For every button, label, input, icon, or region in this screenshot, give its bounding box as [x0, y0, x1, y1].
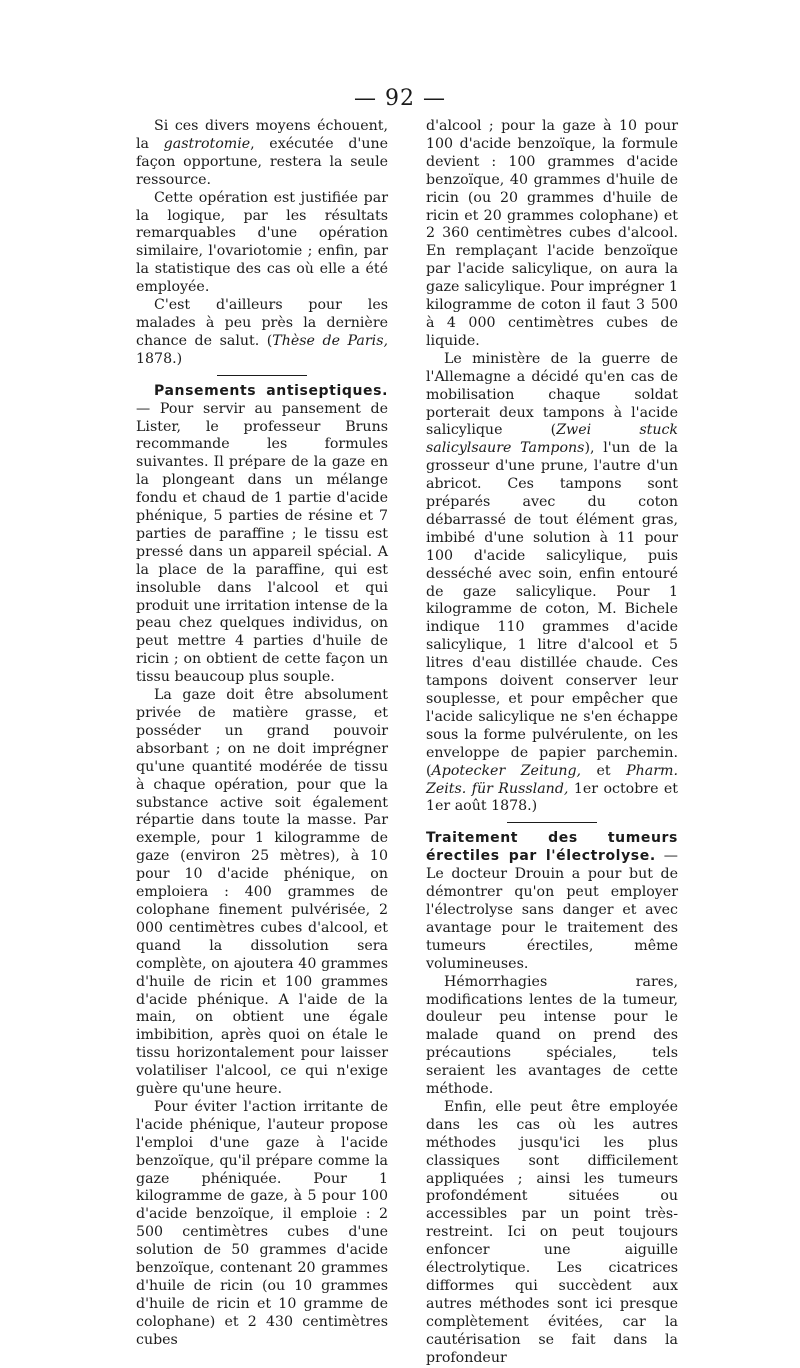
right-column [426, 118, 678, 1368]
paragraph-alcool: d'alcool ; pour la gaze à 10 pour 100 d'acide benzoïque, la formule devient : 100 grammes d'acide benzoïque, 40 grammes d'huile de ricin (ou 20 grammes d'huile de ricin et 20 grammes colophane) et 2 360 centimètres cubes d'alcool. En remplaçant l'acide benzoïque par l'acide salicylique, on aura la gaze salicylique. Pour imprégner 1 kilogramme de coton il faut 3 500 à 4 000 centimètres cubes de liquide. [426, 118, 678, 349]
paragraph-justification: Cette opération est justifiée par la logique, par les résultats remarquables d'une opération similaire, l'ovariotomie ; enfin, par la statistique des cas où elle a été employée. [136, 189, 388, 296]
paragraph-gastrotomie: Si ces divers moyens échouent, la gastrotomie, exécutée d'une façon opportune, restera la seule ressource. [136, 118, 388, 188]
left-column [136, 118, 388, 1350]
section-heading-tumeurs-erectiles: Traitement des tumeurs érectiles par l'électrolyse. [426, 830, 678, 865]
paragraph-electrolyse: Traitement des tumeurs érectiles par l'électrolyse. — Le docteur Drouin a pour but de démontrer qu'on peut employer l'électrolyse sans danger et avec avantage pour le traitement des tumeurs érectiles, même volumineuses. [426, 830, 678, 972]
section-heading-pansements: Pansements antiseptiques. [154, 382, 388, 399]
italic-zwei-stuck: Zwei stuck salicylsaure Tampons [426, 422, 678, 457]
citation-these-de-paris: Thèse de Paris, [272, 332, 388, 349]
citation-apotecker-zeitung: Apotecker Zeitung, [431, 762, 582, 779]
paragraph-acide-benzoique: Pour éviter l'action irritante de l'acide phénique, l'auteur propose l'emploi d'une gaze à l'acide benzoïque, qu'il prépare comme la gaze phéniquée. Pour 1 kilogramme de gaze, à 5 pour 100 d'acide benzoïque, il emploie : 2 500 centimètres cubes d'une solution de 50 grammes d'acide benzoïque, contenant 20 grammes d'huile de ricin (ou 10 grammes d'huile de ricin et 10 gramme de colophane) et 2 430 centimètres cubes [136, 1098, 388, 1348]
paragraph-salut: C'est d'ailleurs pour les malades à peu près la dernière chance de salut. (Thèse de Paris, 1878.) [136, 297, 388, 367]
paragraph-hemorrhagies: Hémorrhagies rares, modifications lentes de la tumeur, douleur peu intense pour le malade quand on prend des précautions spéciales, tels seraient les avantages de cette méthode. [426, 973, 678, 1098]
paragraph-ministere: Le ministère de la guerre de l'Allemagne a décidé qu'en cas de mobilisation chaque soldat porterait deux tampons à l'acide salicylique (Zwei stuck salicylsaure Tampons), l'un de la grosseur d'une prune, l'autre d'un abricot. Ces tampons sont préparés avec du coton débarrassé de tout élément gras, imbibé d'une solution à 11 pour 100 d'acide salicylique, puis desséché avec soin, enfin entouré de gaze salicylique. Pour 1 kilogramme de coton, M. Bichele indique 110 grammes d'acide salicylique, 1 litre d'alcool et 5 litres d'eau distillée chaude. Ces tampons doivent conserver leur souplesse, et pour empêcher que l'acide salicylique ne s'en échappe sous la forme pulvérulente, on les enveloppe de papier parchemin. (Apotecker Zeitung, et Pharm. Zeits. für Russland, 1er octobre et 1er août 1878.) [426, 350, 678, 815]
paragraph-gaze: La gaze doit être absolument privée de matière grasse, et posséder un grand pouvoir absorbant ; on ne doit imprégner qu'une quantité modérée de tissu à chaque opération, pour que la substance active soit également répartie dans toute la masse. Par exemple, pour 1 kilogramme de gaze (environ 25 mètres), à 10 pour 10 d'acide phénique, on emploiera : 400 grammes de colophane finement pulvérisée, 2 000 centimètres cubes d'alcool, et quand la dissolution sera complète, on ajoutera 40 grammes d'huile de ricin et 100 grammes d'acide phénique. A l'aide de la main, on obtient une égale imbibition, après quoi on étale le tissu horizontalement pour laisser volatiliser l'alcool, ce qui n'exige guère qu'une heure. [136, 687, 388, 1098]
page-number: — 92 — [354, 86, 446, 111]
paragraph-enfin: Enfin, elle peut être employée dans les cas où les autres méthodes jusqu'ici les plus classiques sont difficilement appliquées ; ainsi les tumeurs profondément situées ou accessibles par un point très-restreint. Ici on peut toujours enfoncer une aiguille électrolytique. Les cicatrices difformes qui succèdent aux autres méthodes sont ici presque complètement évitées, car la cautérisation se fait dans la profondeur [426, 1098, 678, 1366]
citation-pharm-zeits: Pharm. Zeits. für Russland, [426, 762, 678, 797]
section-divider [217, 375, 307, 376]
italic-gastrotomie: gastrotomie [163, 135, 251, 152]
paragraph-pansements: Pansements antiseptiques. — Pour servir au pansement de Lister, le professeur Bruns recommande les formules suivantes. Il prépare de la gaze en la plongeant dans un mélange fondu et chaud de 1 partie d'acide phénique, 5 parties de résine et 7 parties de paraffine ; le tissu est pressé dans un appareil spécial. A la place de la paraffine, qui est insoluble dans l'alcool et qui produit une irritation intense de la peau chez quelques individus, on peut mettre 4 parties d'huile de ricin ; on obtient de cette façon un tissu beaucoup plus souple. [136, 382, 388, 686]
section-divider [507, 822, 597, 823]
